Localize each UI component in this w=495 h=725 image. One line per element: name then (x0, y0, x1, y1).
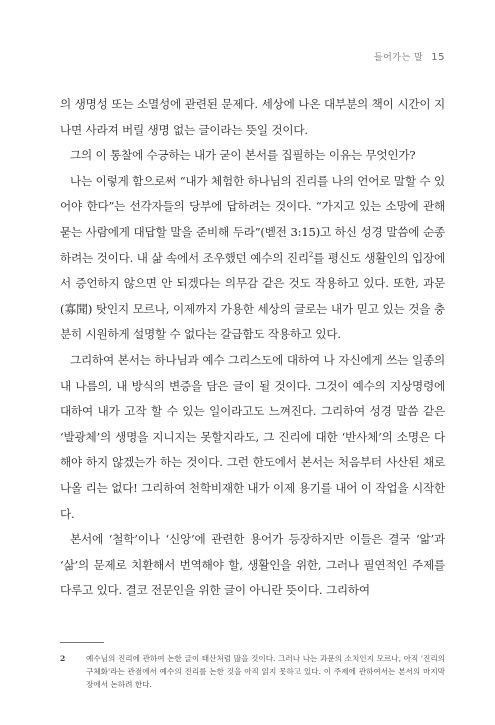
footnote (60, 652, 445, 691)
body-text (60, 92, 445, 604)
paragraph: 그리하여 본서는 하나님과 예수 그리스도에 대하여 나 자신에게 쓰는 일종의 내 나름의, 내 방식의 변증을 담은 글이 될 것이다. 그것이 예수의 지상명령에 대하여 내가 고작 할 수 있는 일이라고도 느껴진다. 그리하여 성경 말씀 같은 ‘발광체’의 생명을 지니지는 못할지라도, 그 진리에 대한 ‘반사체’의 소명은 다 해야 하지 않겠는가 하는 것이다. 그런 한도에서 본서는 처음부터 사산된 채로 나올 리는 없다! 그리하여 천학비재한 내가 이제 용기를 내어 이 작업을 시작한다. (60, 352, 445, 521)
section-title: 들어가는 말 (373, 53, 424, 63)
paragraph: 본서에 ‘철학’이나 ‘신앙’에 관련한 용어가 등장하지만 이들은 결국 ‘앎’과 ‘삶’의 문제로 치환해서 번역해야 할, 생활인을 위한, 그러나 필연적인 주제를 다루고 있다. 결코 전문인을 위한 글이 아니란 뜻이다. 그리하여 (60, 532, 445, 598)
footnote-text: 예수님의 진리에 관하여 논한 글이 태산처럼 많을 것이다. 그러나 나는 과문의 소치인지 모르나, 아직 '진리의 구체화'라는 관점에서 예수의 진리를 논한 것을 아직 읽지 못하고 있다. 이 주제에 관하여서는 본서의 마지막 장에서 논하려 한다. (86, 654, 445, 689)
paragraph-text: 를 평신도 생활인의 입장에서 증언하지 않으면 안 되겠다는 의무감 같은 것도 작용하고 있다. 또한, 과문(寡聞) 탓인지 모르나, 이제까지 가용한 세상의 글로는 내가 믿고 있는 것을 충분히 시원하게 설명할 수 없다는 갈급함도 작용하고 있다. (60, 250, 445, 342)
footnote-reference[interactable]: 2 (308, 250, 314, 259)
paragraph: 의 생명성 또는 소멸성에 관련된 문제다. 세상에 나온 대부분의 책이 시간이 지나면 사라져 버릴 생명 없는 글이라는 뜻일 것이다. (60, 97, 445, 137)
footnote-divider (60, 642, 104, 643)
running-head (374, 50, 445, 63)
paragraph (60, 169, 445, 348)
paragraph: 그의 이 통찰에 수긍하는 내가 굳이 본서를 집필하는 이유는 무엇인가? (70, 148, 416, 163)
footnote-number: 2 (60, 654, 66, 663)
page-number: 15 (431, 52, 445, 63)
paragraph-text: 나는 이렇게 함으로써 “내가 체험한 하나님의 진리를 나의 언어로 말할 수 있어야 한다”는 선각자들의 당부에 답하려는 것이다. “가지고 있는 소망에 관해 묻는 사람에게 대답할 말을 준비해 두라”(벧전 3:15)고 하신 성경 말씀에 순종하려는 것이다. 내 삶 속에서 조우했던 예수의 진리 (60, 173, 445, 265)
